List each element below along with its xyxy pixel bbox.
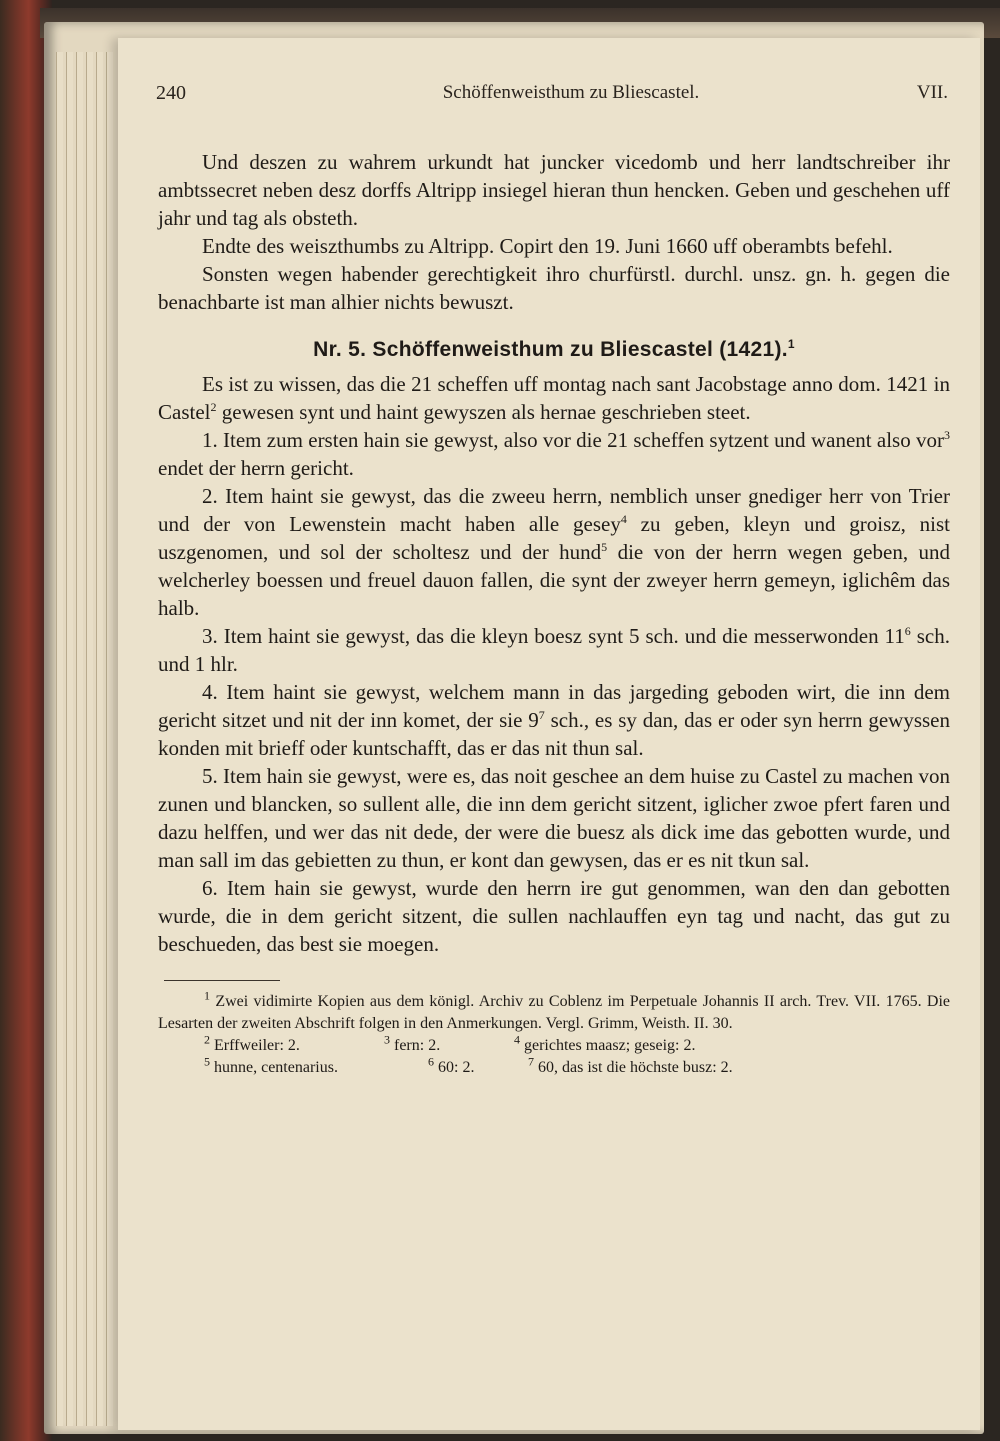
page-number: 240	[156, 82, 186, 104]
section-number: VII.	[916, 82, 948, 103]
footnote-number: 1	[204, 988, 210, 1003]
text: die von der herrn wegen geben, und welcherley boessen und freuel dauon fallen, die synt der zweyer herrn gemeyn, iglichêm das halb.	[158, 540, 950, 620]
running-title: Schöffenweisthum zu Bliescastel.	[442, 82, 700, 103]
text: sch. und 1 hlr.	[158, 624, 950, 676]
item-2	[158, 482, 950, 622]
footnote-row	[158, 1054, 950, 1079]
footnote-text: fern: 2.	[394, 1037, 441, 1054]
footnote-ref: 2	[210, 400, 217, 414]
heading-text: Nr. 5. Schöffenweisthum zu Bliescastel (1421).	[313, 338, 788, 361]
footnote-number: 3	[384, 1032, 390, 1047]
page-body	[158, 148, 950, 1079]
footnote-number: 2	[204, 1032, 210, 1047]
running-header	[156, 82, 956, 112]
text: 3. Item haint sie gewyst, das die kleyn boesz synt 5 sch. und die messerwonden 11	[202, 624, 905, 648]
footnote-3	[384, 1032, 514, 1057]
item-3	[158, 622, 950, 678]
footnote-number: 4	[514, 1032, 520, 1047]
paragraph: Endte des weiszthumbs zu Altripp. Copirt den 19. Juni 1660 uff oberambts befehl.	[202, 234, 893, 258]
page-edge	[86, 52, 93, 1426]
text: gewesen synt und haint gewyszen als hernae geschrieben steet.	[216, 400, 751, 424]
item-6: 6. Item hain sie gewyst, wurde den herrn ire gut genommen, wan den dan gebotten wurde, die in dem gericht sitzent, die sullen nachlauffen eyn tag und nacht, das gut zu beschueden, das best sie moegen.	[158, 876, 950, 956]
footnote-2	[158, 1032, 384, 1057]
footnotes	[158, 988, 951, 1079]
footnote-row	[158, 1032, 950, 1057]
footnote-text: gerichtes maasz; geseig: 2.	[524, 1037, 696, 1054]
footnote-text: hunne, centenarius.	[214, 1059, 338, 1076]
text: zu geben, kleyn und groisz, nist uszgenomen, und sol der scholtesz und der hund	[158, 512, 950, 564]
text: Es ist zu wissen, das die 21 scheffen uff montag nach sant Jacobstage anno dom. 1421 in Castel	[158, 372, 950, 424]
page-edge	[56, 52, 63, 1426]
footnote-text: 60, das ist die höchste busz: 2.	[538, 1059, 733, 1076]
text: 4. Item haint sie gewyst, welchem mann in das jargeding geboden wirt, die inn dem gericht sitzet und nit der inn komet, der sie 9	[158, 680, 950, 732]
footnote-ref: 6	[904, 624, 911, 638]
text: 1. Item zum ersten hain sie gewyst, also vor die 21 scheffen sytzent und wanent also vor	[202, 428, 944, 452]
page-edge	[76, 52, 83, 1426]
paragraph: Und deszen zu wahrem urkundt hat juncker vicedomb und herr landtschreiber ihr ambtssecret neben desz dorffs Altripp insiegel hieran thun hencken. Geben und geschehen uff jahr und tag als obsteth.	[158, 150, 950, 230]
item-4	[158, 678, 950, 762]
footnote-5	[158, 1054, 428, 1079]
item-5: 5. Item hain sie gewyst, were es, das noit geschee an dem huise zu Castel zu machen von zunen und blancken, so sullent alle, die inn dem gericht sitzent, iglicher zwoe pfert faren und dazu helffen, und wer das nit dede, der were die buesz als dick ime das gebotten wurde, und man sall im das gebietten zu thun, er kont dan gewysen, das er es nit tkun sal.	[158, 764, 950, 872]
page-edge	[66, 52, 73, 1426]
footnote-ref: 3	[944, 428, 950, 442]
footnote-6	[428, 1054, 528, 1079]
footnote-divider	[164, 980, 280, 981]
intro-paragraph	[158, 370, 950, 426]
paragraph: Sonsten wegen habender gerechtigkeit ihro churfürstl. durchl. unsz. gn. h. gegen die benachbarte ist man alhier nichts bewuszt.	[158, 262, 950, 314]
text: sch., es sy dan, das er oder syn herrn gewyssen konden mit brieff oder kuntschafft, das er das nit thun sal.	[158, 708, 951, 760]
footnote-ref: 7	[538, 708, 545, 722]
footnote-ref: 5	[601, 540, 608, 554]
footnote-ref: 4	[620, 512, 627, 526]
page-edge	[96, 52, 103, 1426]
footnote-4	[514, 1032, 950, 1057]
footnote-text: Erffweiler: 2.	[214, 1037, 300, 1054]
footnote-ref: 1	[787, 337, 795, 351]
footnote-number: 5	[204, 1054, 210, 1069]
footnote-number: 7	[528, 1054, 534, 1069]
text: 2. Item haint sie gewyst, das die zweeu herrn, nemblich unser gnediger herr von Trier und der von Lewenstein macht haben alle gesey	[158, 484, 950, 536]
footnote-1	[158, 988, 951, 1035]
footnote-7	[528, 1054, 950, 1079]
section-heading	[158, 336, 950, 364]
footnote-text: Zwei vidimirte Kopien aus dem königl. Archiv zu Coblenz im Perpetuale Johannis II arch. Trev. VII. 1765. Die Lesarten der zweiten Abschrift folgen in den Anmerkungen. Vergl. Grimm, Weisth. II. 30.	[158, 993, 951, 1032]
page-edge	[106, 52, 113, 1426]
text: endet der herrn gericht.	[158, 456, 354, 480]
footnote-number: 6	[428, 1054, 434, 1069]
item-1	[158, 426, 950, 482]
footnote-text: 60: 2.	[438, 1059, 475, 1076]
